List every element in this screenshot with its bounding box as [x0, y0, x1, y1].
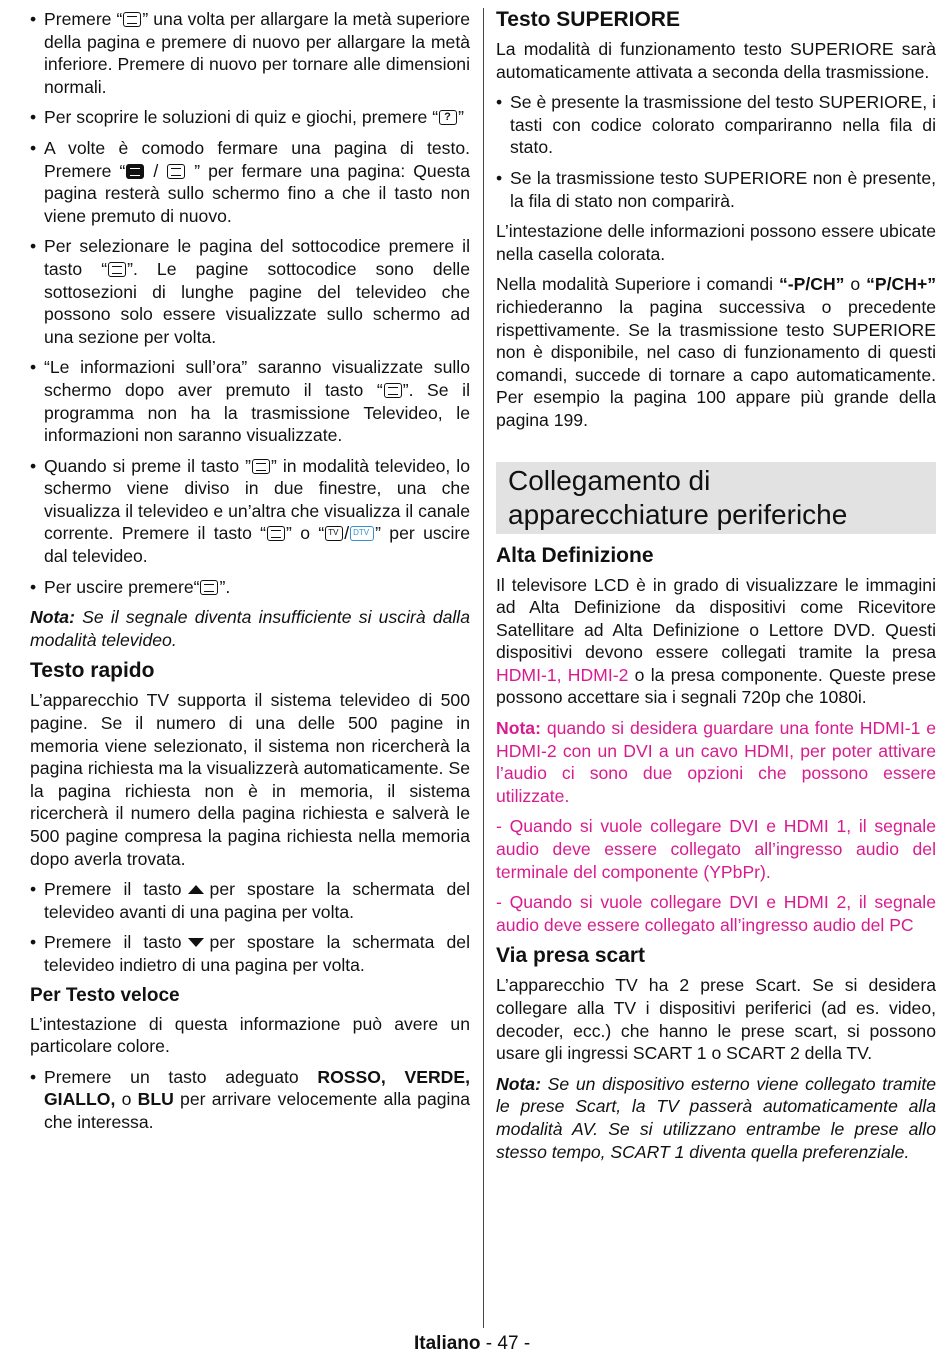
list-item: • Per uscire premere“ ”.	[30, 576, 470, 599]
list-item: • Se è presente la trasmissione del testo SUPERIORE, i tasti con codice colorato compariranno nella fila di stato.	[496, 91, 936, 159]
heading-alta-definizione: Alta Definizione	[496, 543, 654, 567]
tv-icon	[325, 526, 343, 541]
right-column	[496, 8, 936, 1171]
list-item: • Premere “ ” una volta per allargare la metà superiore della pagina e premere di nuovo per allargare la metà inferiore. Premere di nuovo per tornare alle dimensioni normali.	[30, 8, 470, 98]
note: Nota: Se il segnale diventa insufficiente si uscirà dalla modalità televideo.	[30, 607, 470, 650]
magenta-paragraph: - Quando si vuole collegare DVI e HDMI 2, il segnale audio deve essere collegato all’ingresso audio del PC	[496, 892, 936, 935]
paragraph: La modalità di funzionamento testo SUPERIORE sarà automaticamente attivata a seconda della trasmissione.	[496, 39, 936, 82]
paragraph: Nella modalità Superiore i comandi “-P/CH” o “P/CH+” richiederanno la pagina successiva o precedente rispettivamente. Se la trasmissione testo SUPERIORE non è disponibile, nel caso di funzionamento di questi comandi, succede di tornare a capo automaticamente. Per esempio la pagina 100 appare più grande della pagina 199.	[496, 274, 937, 430]
expand-icon	[123, 12, 141, 27]
banner-line: Collegamento di	[508, 464, 711, 496]
list-item: • Per selezionare le pagina del sottocodice premere il tasto “ ”. Le pagine sottocodice sono delle sottosezioni di lunghe pagine del televideo che possono solo essere visualizzate sullo schermo ad una sezione per volta.	[30, 235, 470, 348]
list-item: • Premere il tasto per spostare la schermata del televideo avanti di una pagina per volta.	[30, 878, 470, 923]
magenta-paragraph: - Quando si vuole collegare DVI e HDMI 1, il segnale audio deve essere collegato all’ingresso audio del terminale del componente (YPbPr).	[496, 816, 936, 882]
note: Nota: Se un dispositivo esterno viene collegato tramite le prese Scart, la TV passerà automaticamente alla modalità AV. Se si utilizzano entrambe le prese allo stesso tempo, SCART 1 diventa quella preferenziale.	[496, 1073, 936, 1162]
up-arrow-icon	[188, 885, 204, 894]
down-arrow-icon	[188, 938, 204, 947]
paragraph: Il televisore LCD è in grado di visualizzare le immagini ad Alta Definizione da dispositivi come Ricevitore Satellitare ad Alta Definizione o Lettore DVD. Questi dispositivi devono essere collegati tramite la presa HDMI-1, HDMI-2 o la presa componente. Queste prese possono accettare sia i segnali 720p che 1080i.	[496, 574, 936, 708]
time-icon	[384, 383, 402, 398]
paragraph: L’intestazione di questa informazione può avere un particolare colore.	[30, 1013, 470, 1057]
heading-per-testo-veloce: Per Testo veloce	[30, 984, 180, 1006]
paragraph: L’apparecchio TV ha 2 prese Scart. Se si desidera collegare alla TV i dispositivi periferici (ad es. video, decoder, ecc.) che hanno le prese scart, si possono usare gli ingressi SCART 1 o SCART 2 della TV.	[496, 975, 936, 1064]
magenta-note: Nota: quando si desidera guardare una fonte HDMI-1 e HDMI-2 con un DVI a un cavo HDMI, per poter attivare l’audio ci sono due opzioni che possono essere utilizzate.	[496, 718, 936, 806]
page-footer: Italiano - 47 -	[414, 1333, 531, 1354]
list-item: • Quando si preme il tasto ” ” in modalità televideo, lo schermo viene diviso in due finestre, una che visualizza il televideo e un’altra che visualizza il canale corrente. Premere il tasto “ ” o “TV /DTV ” per uscire dal televideo.	[30, 455, 470, 568]
list-item: • Se la trasmissione testo SUPERIORE non è presente, la fila di stato non comparirà.	[496, 167, 936, 212]
list-item: • A volte è comodo fermare una pagina di testo. Premere “ / ” per fermare una pagina: Questa pagina resterà sullo schermo fino a che il tasto non viene premuto di nuovo.	[30, 137, 470, 227]
dtv-icon	[350, 526, 374, 541]
section-banner	[496, 462, 936, 534]
teletext-icon	[200, 580, 218, 595]
heading-testo-superiore: Testo SUPERIORE	[496, 8, 680, 31]
paragraph: L’apparecchio TV supporta il sistema televideo di 500 pagine. Se il numero di una delle 500 pagine in memoria viene selezionato, il sistema non ricercherà la pagina richiesta ma la visualizzerà automaticamente. Se la pagina richiesta non è in memoria, il sistema ricercherà il numero della pagina richiesta e salverà le 500 pagine compresa la pagina richiesta nella memoria dopo averla trovata.	[30, 690, 470, 869]
banner-line: apparecchiature periferiche	[508, 498, 848, 530]
teletext-icon	[252, 459, 270, 474]
subcode-icon	[108, 262, 126, 277]
reveal-icon	[439, 110, 457, 125]
hold-icon	[126, 164, 144, 179]
left-column	[30, 8, 470, 1142]
teletext-icon	[267, 526, 285, 541]
list-item: • Per scoprire le soluzioni di quiz e giochi, premere “? ”	[30, 106, 470, 129]
list-item: • “Le informazioni sull’ora” saranno visualizzate sullo schermo dopo aver premuto il tasto “ ”. Se il programma non ha la trasmissione Televideo, le informazioni non saranno visualizzate.	[30, 356, 470, 446]
heading-via-presa-scart: Via presa scart	[496, 944, 646, 968]
list-item: • Premere il tasto per spostare la schermata del televideo indietro di una pagina per volta.	[30, 931, 470, 976]
list-item: • Premere un tasto adeguato ROSSO, VERDE, GIALLO, o BLU per arrivare velocemente alla pagina che interessa.	[30, 1066, 470, 1134]
paragraph: L’intestazione delle informazioni possono essere ubicate nella casella colorata.	[496, 221, 936, 264]
heading-testo-rapido: Testo rapido	[30, 659, 155, 683]
column-divider	[483, 8, 484, 1328]
hold-alt-icon	[167, 164, 185, 179]
